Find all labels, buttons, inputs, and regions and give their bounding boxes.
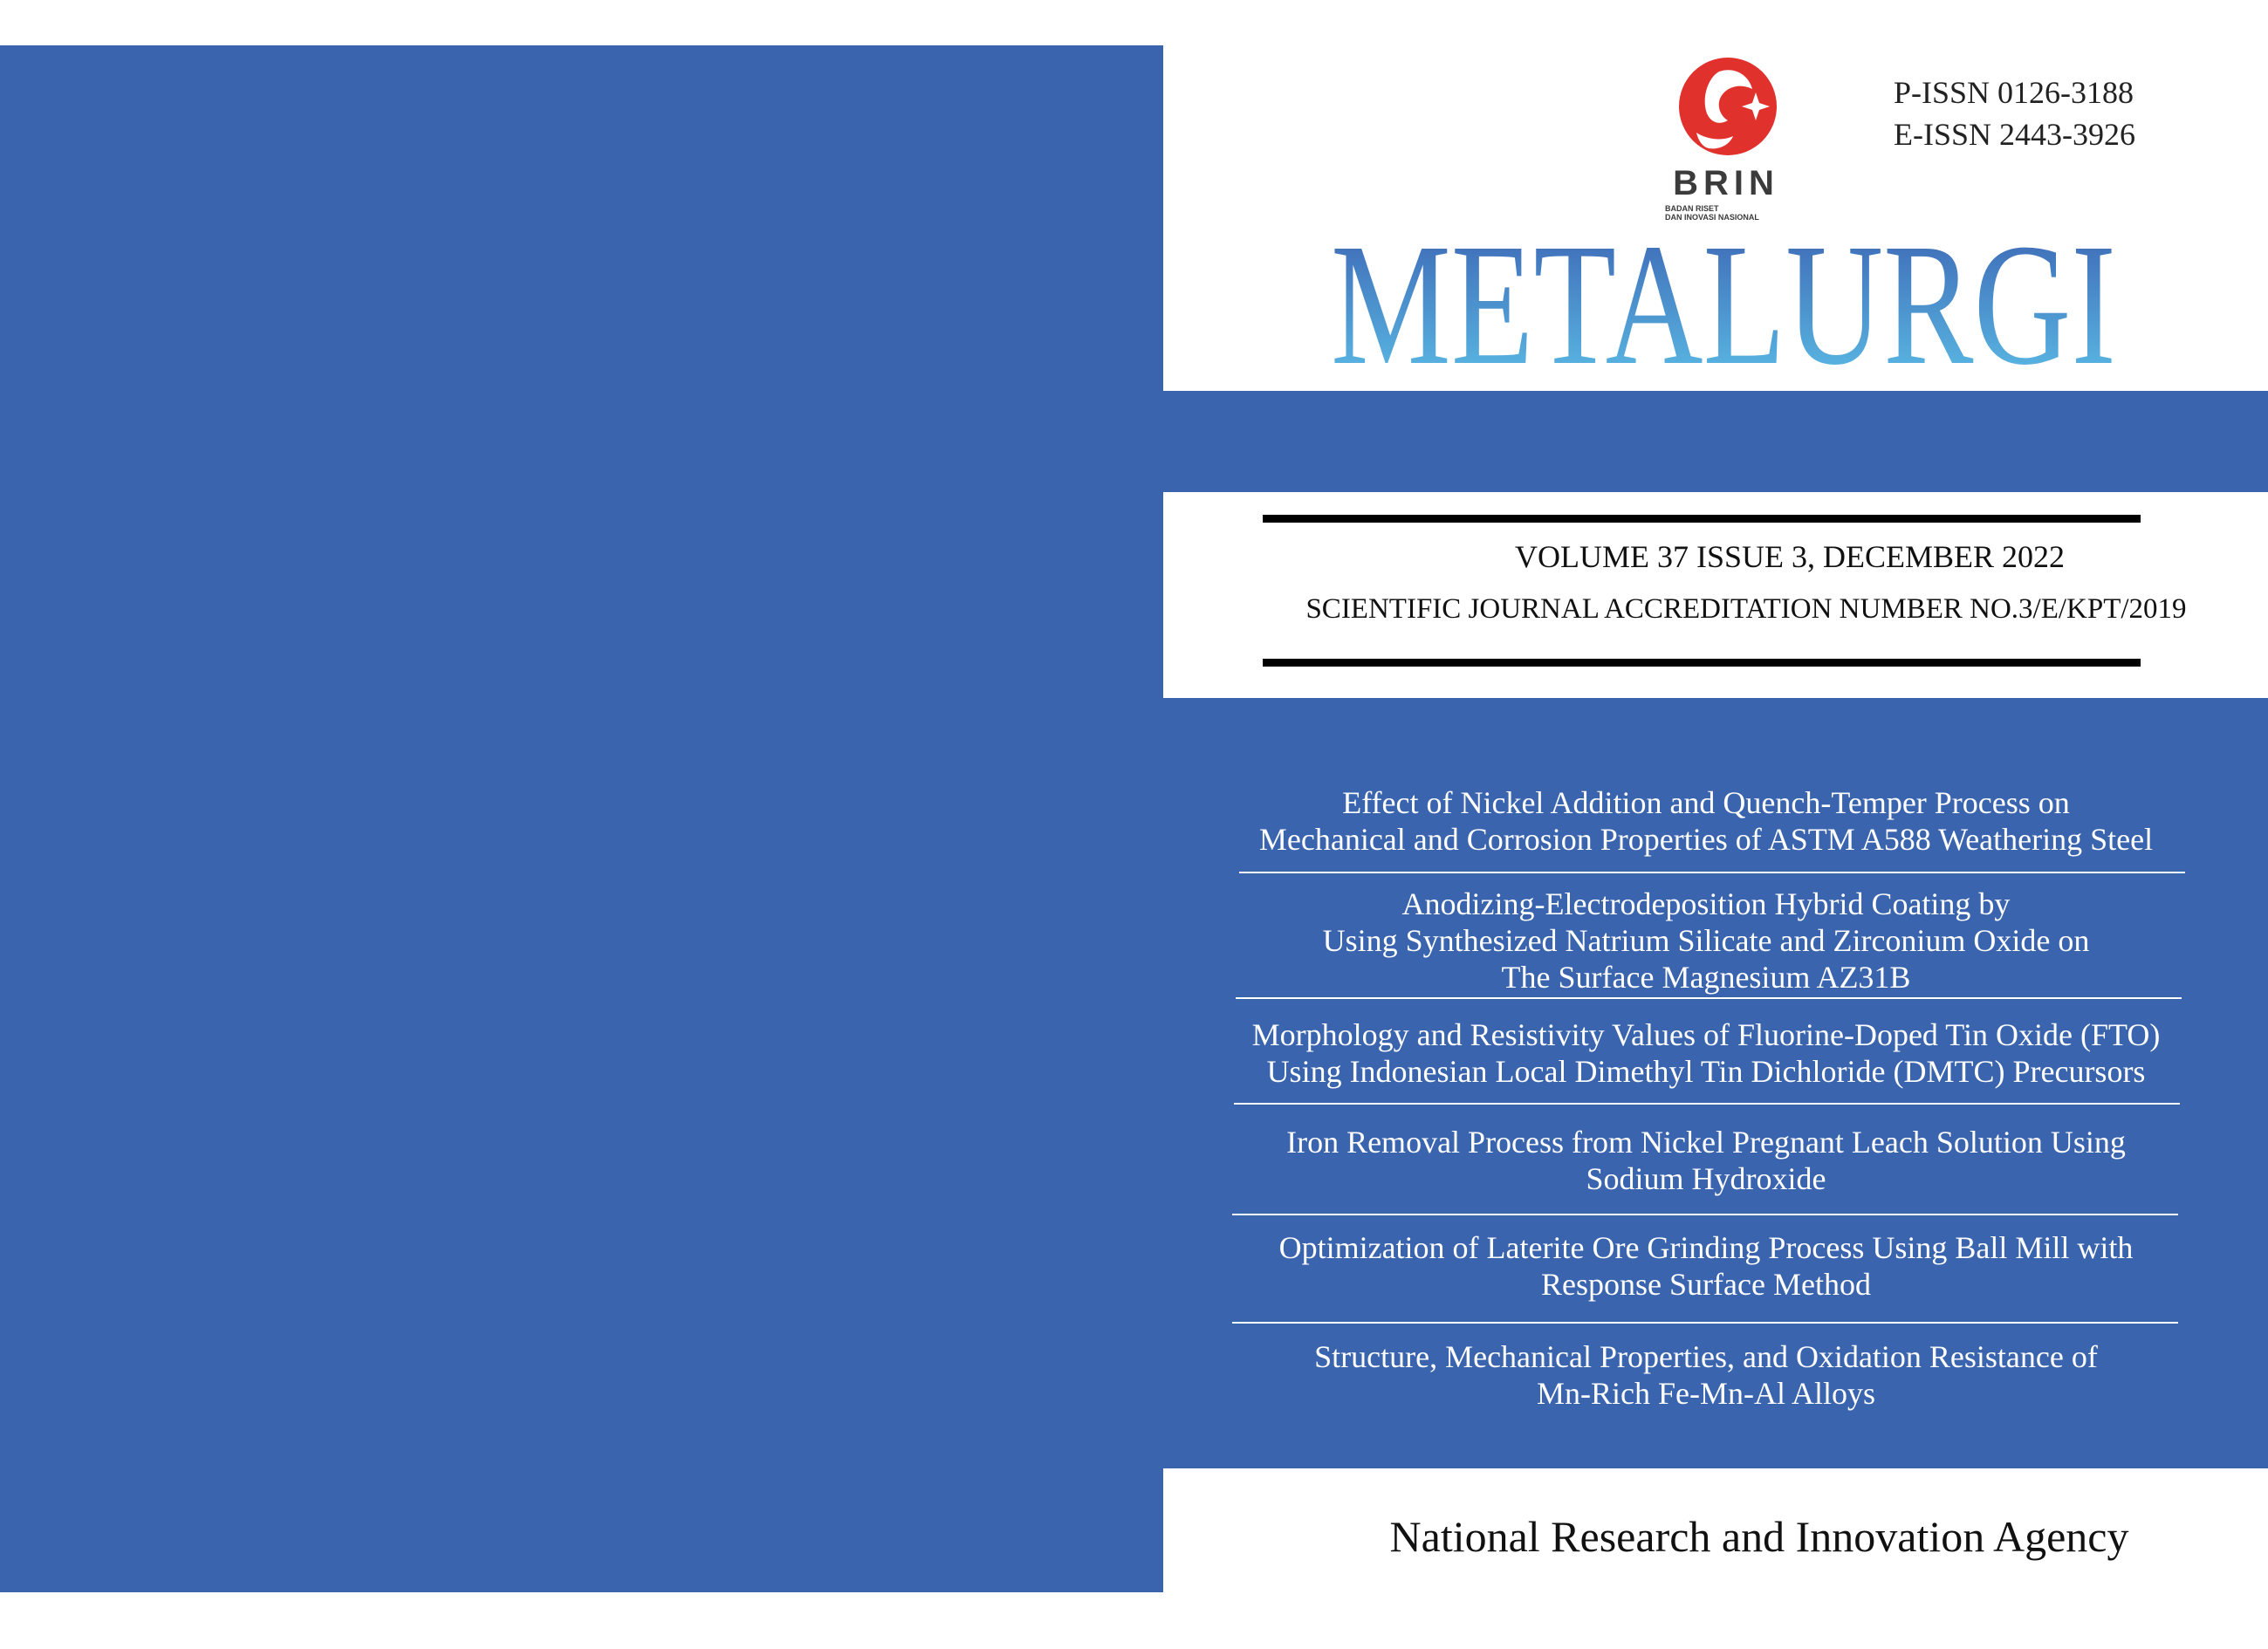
article-title-line: The Surface Magnesium AZ31B <box>1501 960 1911 995</box>
article-divider <box>1234 1103 2180 1105</box>
blue-band-top <box>1163 391 2268 492</box>
article-title-line: Morphology and Resistivity Values of Fluorine-Doped Tin Oxide (FTO) <box>1251 1017 2161 1052</box>
article-divider <box>1236 997 2182 999</box>
article-divider <box>1232 1214 2178 1215</box>
article-title-line: Mn-Rich Fe-Mn-Al Alloys <box>1536 1376 1875 1411</box>
article-title-line: Effect of Nickel Addition and Quench-Temper Process on <box>1342 785 2070 820</box>
back-cover-panel <box>0 45 1163 1592</box>
article-title-line: Using Indonesian Local Dimethyl Tin Dichloride (DMTC) Precursors <box>1266 1054 2146 1089</box>
accreditation-number: SCIENTIFIC JOURNAL ACCREDITATION NUMBER NO.3/E/KPT/2019 <box>1305 593 2187 625</box>
article-title-line: Mechanical and Corrosion Properties of ASTM A588 Weathering Steel <box>1258 822 2154 857</box>
article-title-line: Iron Removal Process from Nickel Pregnant Leach Solution Using <box>1286 1125 2126 1160</box>
journal-title-text: METALURGI <box>1331 218 2116 384</box>
issn-block <box>1894 72 2135 155</box>
article-title-line: Optimization of Laterite Ore Grinding Process Using Ball Mill with <box>1278 1230 2134 1265</box>
article-3 <box>1222 1016 2190 1090</box>
article-1 <box>1222 784 2190 858</box>
article-6 <box>1222 1338 2190 1412</box>
electronic-issn: E-ISSN 2443-3926 <box>1894 117 2135 152</box>
article-title-line: Using Synthesized Natrium Silicate and Zirconium Oxide on <box>1322 923 2090 958</box>
volume-issue: VOLUME 37 ISSUE 3, DECEMBER 2022 <box>1514 539 2066 574</box>
article-title-line: Anodizing-Electrodeposition Hybrid Coating by <box>1401 886 2011 921</box>
article-title-line: Response Surface Method <box>1541 1267 1871 1302</box>
article-divider <box>1232 1322 2178 1324</box>
logo-subtitle: BADAN RISET DAN INOVASI NASIONAL <box>1665 204 1759 222</box>
article-title-line: Structure, Mechanical Properties, and Oxidation Resistance of <box>1314 1339 2098 1374</box>
article-title-line: Sodium Hydroxide <box>1586 1161 1826 1196</box>
divider-rule-top <box>1263 515 2141 523</box>
publisher-name: National Research and Innovation Agency <box>1389 1512 2129 1561</box>
journal-title <box>1309 218 2138 384</box>
article-2 <box>1222 886 2190 996</box>
print-issn: P-ISSN 0126-3188 <box>1894 75 2134 110</box>
divider-rule-bottom <box>1263 659 2141 667</box>
article-4 <box>1222 1124 2190 1197</box>
article-divider <box>1239 872 2185 873</box>
logo-wordmark: BRIN <box>1673 164 1779 202</box>
article-5 <box>1222 1229 2190 1303</box>
